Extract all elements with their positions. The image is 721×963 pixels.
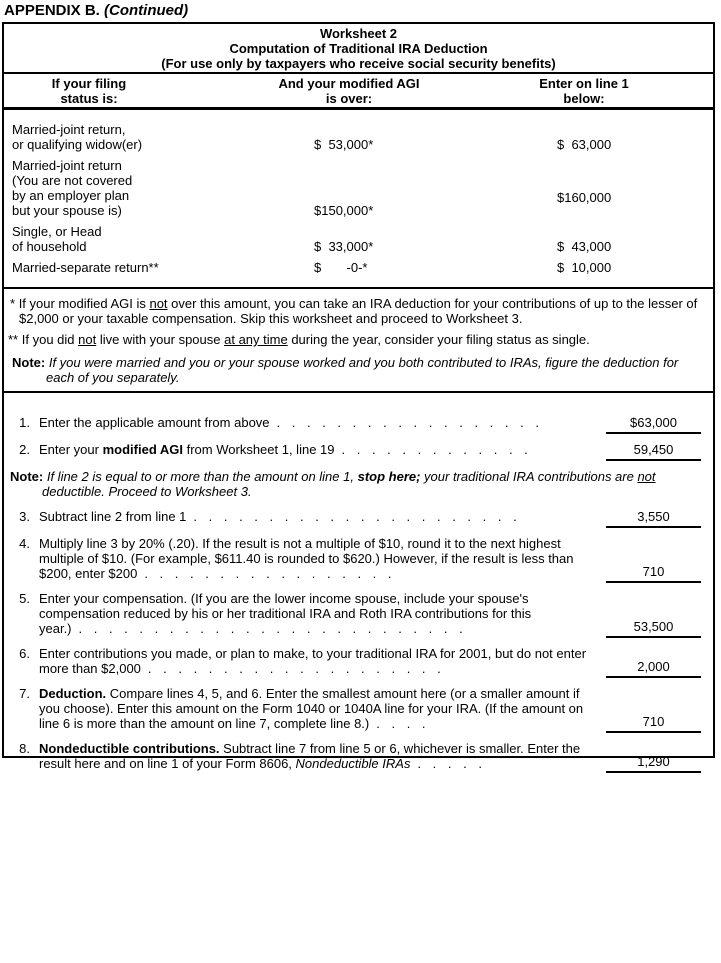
agi-threshold: $ -0-* [314,260,368,275]
line1-amount: $ 10,000 [557,260,612,275]
table-row [4,260,713,275]
footnote-marker: * [10,296,16,311]
table-header-row [4,74,713,110]
header-line: status is: [60,91,118,106]
header-line: If your filing [51,76,127,91]
worksheet-line [4,536,713,581]
line-text-segments: Multiply line 3 by 20% (.20). If the result is not a multiple of $10, round it to the next highest multiple of $10. (For example, $611.40 is rounded to $620.) However, if the result is less than $200, enter $200 [39,536,574,581]
filing-status-line: (You are not covered [12,173,133,188]
line1-amount: $ 43,000 [557,239,612,254]
column-header-filing-status [4,76,174,106]
note-text: If line 2 is equal to or more than the amount on line 1, stop here; your traditional IRA contributions are not deductible. Proceed to Worksheet 3. [42,469,656,499]
note-text: If you were married and you or your spouse worked and you both contributed to IRAs, figure the deduction for each of you separately. [46,355,679,385]
line-text [39,442,594,459]
header-line: Enter on line 1 [539,76,629,91]
filing-status-line: Single, or Head [12,224,102,239]
line-text [39,741,594,771]
footnotes [4,289,713,393]
filing-status [4,122,304,152]
table-body [4,110,713,289]
line-text-segments: Enter your modified AGI from Worksheet 1, line 19 [39,442,335,457]
line-text-segments: Nondeductible contributions. Subtract line 7 from line 5 or 6, whichever is smaller. Enter the result here and on line 1 of your Form 8606, Nondeductible IRAs [39,741,581,771]
line-text-segments: Enter contributions you made, or plan to make, to your traditional IRA for 2001, but do not enter more than $2,000 [39,646,587,676]
line-text [39,591,594,636]
dot-leader: . . . . . . . . . . . . . . . . . . . . . . [193,509,517,524]
filing-status-line: but your spouse is) [12,203,122,218]
line-number: 2. [19,442,30,457]
line-number: 8. [19,741,30,756]
dot-leader: . . . . . . . . . . . . . . . . . [144,566,392,581]
page-title: APPENDIX B. (Continued) [4,2,189,19]
worksheet-line [4,646,713,676]
worksheet-line [4,741,713,771]
filing-status-line: Married-joint return, [12,122,126,137]
footnote-text: If you did not live with your spouse at any time during the year, consider your filing status as single. [21,332,590,347]
line-text-segments: Deduction. Compare lines 4, 5, and 6. Enter the smallest amount here (or a smaller amount if you choose). Enter this amount on the Form 1040 or 1040A line for your IRA. (If the amount on line 6 is more than the amount on line 7, complete line 8.) [39,686,584,731]
entry-value: 710 [606,564,701,583]
entry-value: 1,290 [606,754,701,773]
worksheet-line [4,442,713,459]
worksheet-note [10,469,713,499]
line-number: 4. [19,536,30,551]
line-text [39,536,594,581]
entry-value: 710 [606,714,701,733]
line-text-segments: Subtract line 2 from line 1 [39,509,187,524]
dot-leader: . . . . . [417,756,482,771]
header-line: below: [563,91,605,106]
line1-amount: $ 63,000 [557,137,612,152]
worksheet-lines [4,393,713,771]
line-text [39,415,594,432]
filing-status [4,224,304,254]
filing-status-line: or qualifying widow(er) [12,137,143,152]
filing-status [4,260,304,275]
line-number: 7. [19,686,30,701]
dot-leader: . . . . [376,716,426,731]
entry-value: 59,450 [606,442,701,461]
filing-status-line: of household [12,239,87,254]
line-text [39,509,594,526]
worksheet-box [2,22,715,771]
line-text-segments: Enter the applicable amount from above [39,415,270,430]
table-row [4,122,713,152]
filing-status-line: Married-joint return [12,158,122,173]
footnote-marker: ** [8,332,19,347]
entry-value: $63,000 [606,415,701,434]
line-number: 6. [19,646,30,661]
worksheet-title-line-3: (For use only by taxpayers who receive social security benefits) [161,56,556,71]
dot-leader: . . . . . . . . . . . . . . . . . . . . [147,661,441,676]
agi-threshold: $ 53,000* [314,137,374,152]
note-label: Note: [12,355,46,370]
header-line: And your modified AGI [278,76,420,91]
worksheet-title [4,24,713,74]
table-row [4,224,713,254]
worksheet-line [4,415,713,432]
footnote-double-asterisk [8,332,709,347]
footnote-single-asterisk [10,296,709,326]
worksheet-title-line-1: Worksheet 2 [319,26,398,41]
entry-value: 2,000 [606,659,701,678]
line-number: 5. [19,591,30,606]
worksheet-title-line-2: Computation of Traditional IRA Deduction [229,41,488,56]
line-text-segments: Enter your compensation. (If you are the lower income spouse, include your spouse's compensation reduced by his or her traditional IRA and Roth IRA contributions for this year.) [39,591,532,636]
agi-threshold: $150,000* [314,203,374,218]
line-text [39,686,594,731]
footnote-text: If your modified AGI is not over this amount, you can take an IRA deduction for your contributions of up to the lesser of $2,000 or your taxable compensation. Skip this worksheet and proceed to Worksheet 3. [18,296,698,326]
line-number: 1. [19,415,30,430]
entry-value: 3,550 [606,509,701,528]
filing-status-line: Married-separate return** [12,260,159,275]
filing-status-line: by an employer plan [12,188,130,203]
column-header-enter-on-line1 [454,76,714,106]
filing-status [4,158,304,218]
dot-leader: . . . . . . . . . . . . . . . . . . [276,415,539,430]
line-number: 3. [19,509,30,524]
header-line: is over: [325,91,373,106]
agi-threshold: $ 33,000* [314,239,374,254]
line1-amount: $160,000 [557,190,612,205]
dot-leader: . . . . . . . . . . . . . [341,442,528,457]
worksheet-line [4,686,713,731]
note-label: Note: [10,469,44,484]
dot-leader: . . . . . . . . . . . . . . . . . . . . . . . . . . [78,621,463,636]
worksheet-line [4,509,713,526]
table-row [4,158,713,218]
entry-value: 53,500 [606,619,701,638]
table-note [12,355,709,385]
worksheet-line [4,591,713,636]
line-text [39,646,594,676]
